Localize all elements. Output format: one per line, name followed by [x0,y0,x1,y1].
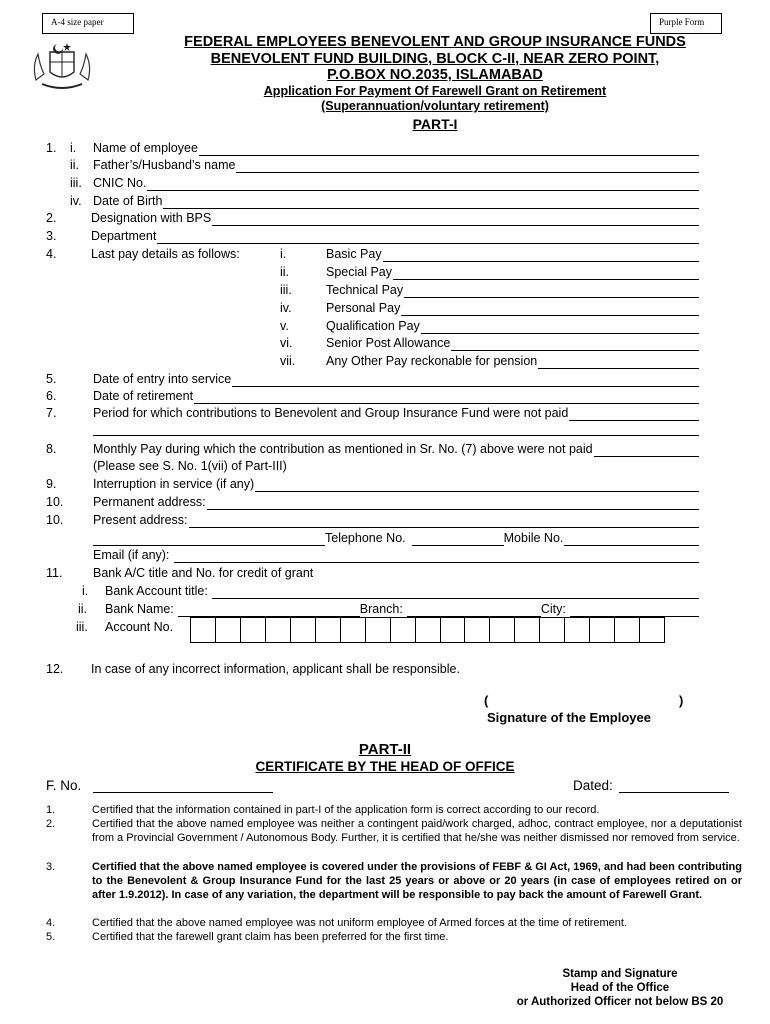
account-digit[interactable] [615,618,640,642]
field-label: Monthly Pay during which the contribution as mentioned in Sr. No. (7) above were not paid [93,442,593,456]
interruption-field[interactable] [93,477,699,492]
fill-line[interactable] [236,161,699,173]
telephone-label: Telephone No. [325,531,406,545]
header-line-5: (Superannuation/voluntary retirement) [321,99,549,113]
email-field[interactable] [93,548,699,563]
cnic-field[interactable] [93,176,699,191]
last-pay-label: Last pay details as follows: [91,247,240,261]
bank-title-field[interactable] [105,584,699,599]
mobile-input[interactable] [564,534,699,546]
fill-line[interactable] [163,197,699,209]
header-line-3: P.O.BOX NO.2035, ISLAMABAD [327,67,543,83]
pay-roman: vi. [280,336,293,350]
field-label: Senior Post Allowance [326,336,451,350]
account-digit[interactable] [640,618,664,642]
cert-item-1: Certified that the information contained in part-I of the application form is correct according to our record. [92,804,600,816]
fill-line[interactable] [194,392,699,404]
field-label: Dated: [573,778,613,793]
qualification-pay-field[interactable] [326,319,699,334]
bank-heading: Bank A/C title and No. for credit of grant [93,566,314,580]
field-label: Special Pay [326,265,393,279]
account-digit[interactable] [465,618,490,642]
item-number: 5. [46,372,57,386]
cert-number: 4. [46,917,56,929]
fill-line[interactable] [404,286,699,298]
pay-roman: v. [280,319,289,333]
fill-line[interactable] [232,375,699,387]
field-label: Technical Pay [326,283,404,297]
branch-label: Branch: [359,602,403,616]
fill-line[interactable] [421,322,699,334]
unpaid-period-field[interactable] [93,406,699,421]
file-number-field[interactable] [46,778,273,793]
signature-close-paren: ) [679,693,684,708]
field-label: Permanent address: [93,495,206,509]
field-label: Any Other Pay reckonable for pension [326,354,538,368]
item-number: 10. [46,513,64,527]
address-line[interactable] [93,534,325,546]
account-digit[interactable] [391,618,416,642]
entry-date-field[interactable] [93,372,699,387]
account-digit[interactable] [590,618,615,642]
signature-open-paren: ( [484,693,489,708]
fill-line[interactable] [157,232,699,244]
monthly-pay-field[interactable] [93,442,699,457]
state-emblem-icon [30,40,94,92]
field-label: Personal Pay [326,301,401,315]
item-number: 7. [46,406,57,420]
fill-line[interactable] [189,516,700,528]
field-label: F. No. [46,778,82,793]
sub-number: i. [70,141,77,155]
sub-number: ii. [78,602,88,616]
unpaid-period-line-2[interactable] [93,424,699,436]
retirement-date-field[interactable] [93,389,699,404]
header-line-2: BENEVOLENT FUND BUILDING, BLOCK C-II, NEAR ZERO POINT, [210,51,660,67]
fill-line[interactable] [199,144,699,156]
field-label: Department [91,229,157,243]
field-label: Email (if any): [93,548,170,562]
field-label: Designation with BPS [91,211,212,225]
fill-line[interactable] [393,268,699,280]
bank-name-label: Bank Name: [105,602,174,616]
dated-field[interactable] [573,778,729,793]
item-number: 11. [46,566,63,580]
pay-roman: iv. [280,301,292,315]
branch-input[interactable] [407,605,541,617]
pay-roman: i. [280,247,287,261]
sub-number: i. [82,584,89,598]
pay-roman: vii. [280,354,296,368]
employee-name-field[interactable] [93,141,699,156]
fill-line[interactable] [93,781,273,793]
paper-size-tag: A-4 size paper [42,13,134,34]
cert-number: 1. [46,804,56,816]
father-name-field[interactable] [93,158,699,173]
cert-number: 2. [46,818,56,830]
field-label: Present address: [93,513,188,527]
sub-number: iv. [70,194,82,208]
item-number: 2. [46,211,57,225]
account-digit[interactable] [416,618,441,642]
fill-line[interactable] [401,304,699,316]
field-label: Period for which contributions to Benevolent and Group Insurance Fund were not paid [93,406,569,420]
department-field[interactable] [91,229,699,244]
fill-line[interactable] [594,445,699,457]
fill-line[interactable] [569,409,699,421]
cert-item-4: Certified that the above named employee was not uniform employee of Armed forces at the time of retirement. [92,917,627,929]
account-digit[interactable] [490,618,515,642]
fill-line[interactable] [207,498,699,510]
cert-item-2: Certified that the above named employee was neither a contingent paid/work charged, adhoc, contract employee, nor a deputationist from a Provincial Government / Autonomous Body. Further, it is certified that he/she was neither dismissed nor removed from service. [92,818,742,844]
fill-line[interactable] [538,357,699,369]
sub-number: iii. [76,620,88,634]
responsibility-note: In case of any incorrect information, applicant shall be responsible. [91,662,460,676]
account-digit[interactable] [291,618,316,642]
item-number: 9. [46,477,57,491]
field-label: Date of entry into service [93,372,232,386]
designation-field[interactable] [91,211,699,226]
cert-number: 3. [46,861,56,873]
personal-pay-field[interactable] [326,301,699,316]
pay-roman: ii. [280,265,290,279]
monthly-pay-note: (Please see S. No. 1(vii) of Part-III) [93,459,287,473]
field-label: Date of Birth [93,194,163,208]
field-label: Basic Pay [326,247,382,261]
fill-line[interactable] [212,587,699,599]
telephone-input[interactable] [412,534,504,546]
header-line-1: FEDERAL EMPLOYEES BENEVOLENT AND GROUP INSURANCE FUNDS [184,34,686,50]
senior-post-allowance-field[interactable] [326,336,699,351]
fill-line[interactable] [174,551,699,563]
account-digit[interactable] [366,618,391,642]
present-address-field[interactable] [93,513,699,528]
account-digit[interactable] [216,618,241,642]
other-pay-field[interactable] [326,354,699,369]
bank-name-row [105,602,699,617]
account-digit[interactable] [540,618,565,642]
item-number: 3. [46,229,57,243]
cert-number: 5. [46,931,56,943]
sub-number: ii. [70,158,80,172]
city-label: City: [540,602,566,616]
stamp-line-2: Head of the Office [570,982,670,994]
cert-item-5: Certified that the farewell grant claim has been preferred for the first time. [92,931,449,943]
account-digit[interactable] [191,618,216,642]
account-digit[interactable] [266,618,291,642]
bank-name-input[interactable] [178,605,360,617]
item-number: 10. [46,495,64,509]
part-1-title: PART-I [412,116,458,132]
sub-number: iii. [70,176,82,190]
account-digit[interactable] [341,618,366,642]
account-number-boxes[interactable] [190,617,665,643]
account-digit[interactable] [565,618,590,642]
stamp-line-3: or Authorized Officer not below BS 20 [516,996,724,1008]
field-label: Name of employee [93,141,198,155]
field-label: CNIC No. [93,176,147,190]
form-color-tag: Purple Form [650,13,722,34]
certificate-title: CERTIFICATE BY THE HEAD OF OFFICE [255,759,515,774]
cert-item-3: Certified that the above named employee is covered under the provisions of FEBF & GI Act, 1969, and had been contributing to the Benevolent & Group Insurance Fund for the last 25 years or above or 20 years (in case of employees retired on or after 1.9.2012). In case of any variation, the department will be responsible to pay back the amount of Farewell Grant. [92,861,742,901]
header-line-4: Application For Payment Of Farewell Grant on Retirement [263,84,607,98]
account-digit[interactable] [441,618,466,642]
item-number: 6. [46,389,57,403]
permanent-address-field[interactable] [93,495,699,510]
stamp-line-1: Stamp and Signature [562,968,678,980]
fill-line[interactable] [255,480,699,492]
technical-pay-field[interactable] [326,283,699,298]
account-digit[interactable] [316,618,341,642]
basic-pay-field[interactable] [326,247,699,262]
field-label: Bank Account title: [105,584,208,598]
account-no-label: Account No. [105,620,174,634]
pay-roman: iii. [280,283,292,297]
field-label: Father’s/Husband’s name [93,158,236,172]
item-number: 8. [46,442,57,456]
employee-signature-label: Signature of the Employee [487,710,651,725]
account-digit[interactable] [515,618,540,642]
fill-line[interactable] [383,250,699,262]
item-number: 12. [46,662,64,676]
field-label: Interruption in service (if any) [93,477,255,491]
part-2-title: PART-II [358,741,412,758]
item-number: 1. [46,141,57,155]
field-label: Date of retirement [93,389,194,403]
phone-row [93,531,699,546]
dob-field[interactable] [93,194,699,209]
account-digit[interactable] [241,618,266,642]
field-label: Qualification Pay [326,319,420,333]
item-number: 4. [46,247,57,261]
fill-line[interactable] [212,214,699,226]
special-pay-field[interactable] [326,265,699,280]
fill-line[interactable] [147,179,699,191]
mobile-label: Mobile No. [503,531,564,545]
city-input[interactable] [570,605,699,617]
fill-line[interactable] [451,339,699,351]
fill-line[interactable] [619,781,729,793]
